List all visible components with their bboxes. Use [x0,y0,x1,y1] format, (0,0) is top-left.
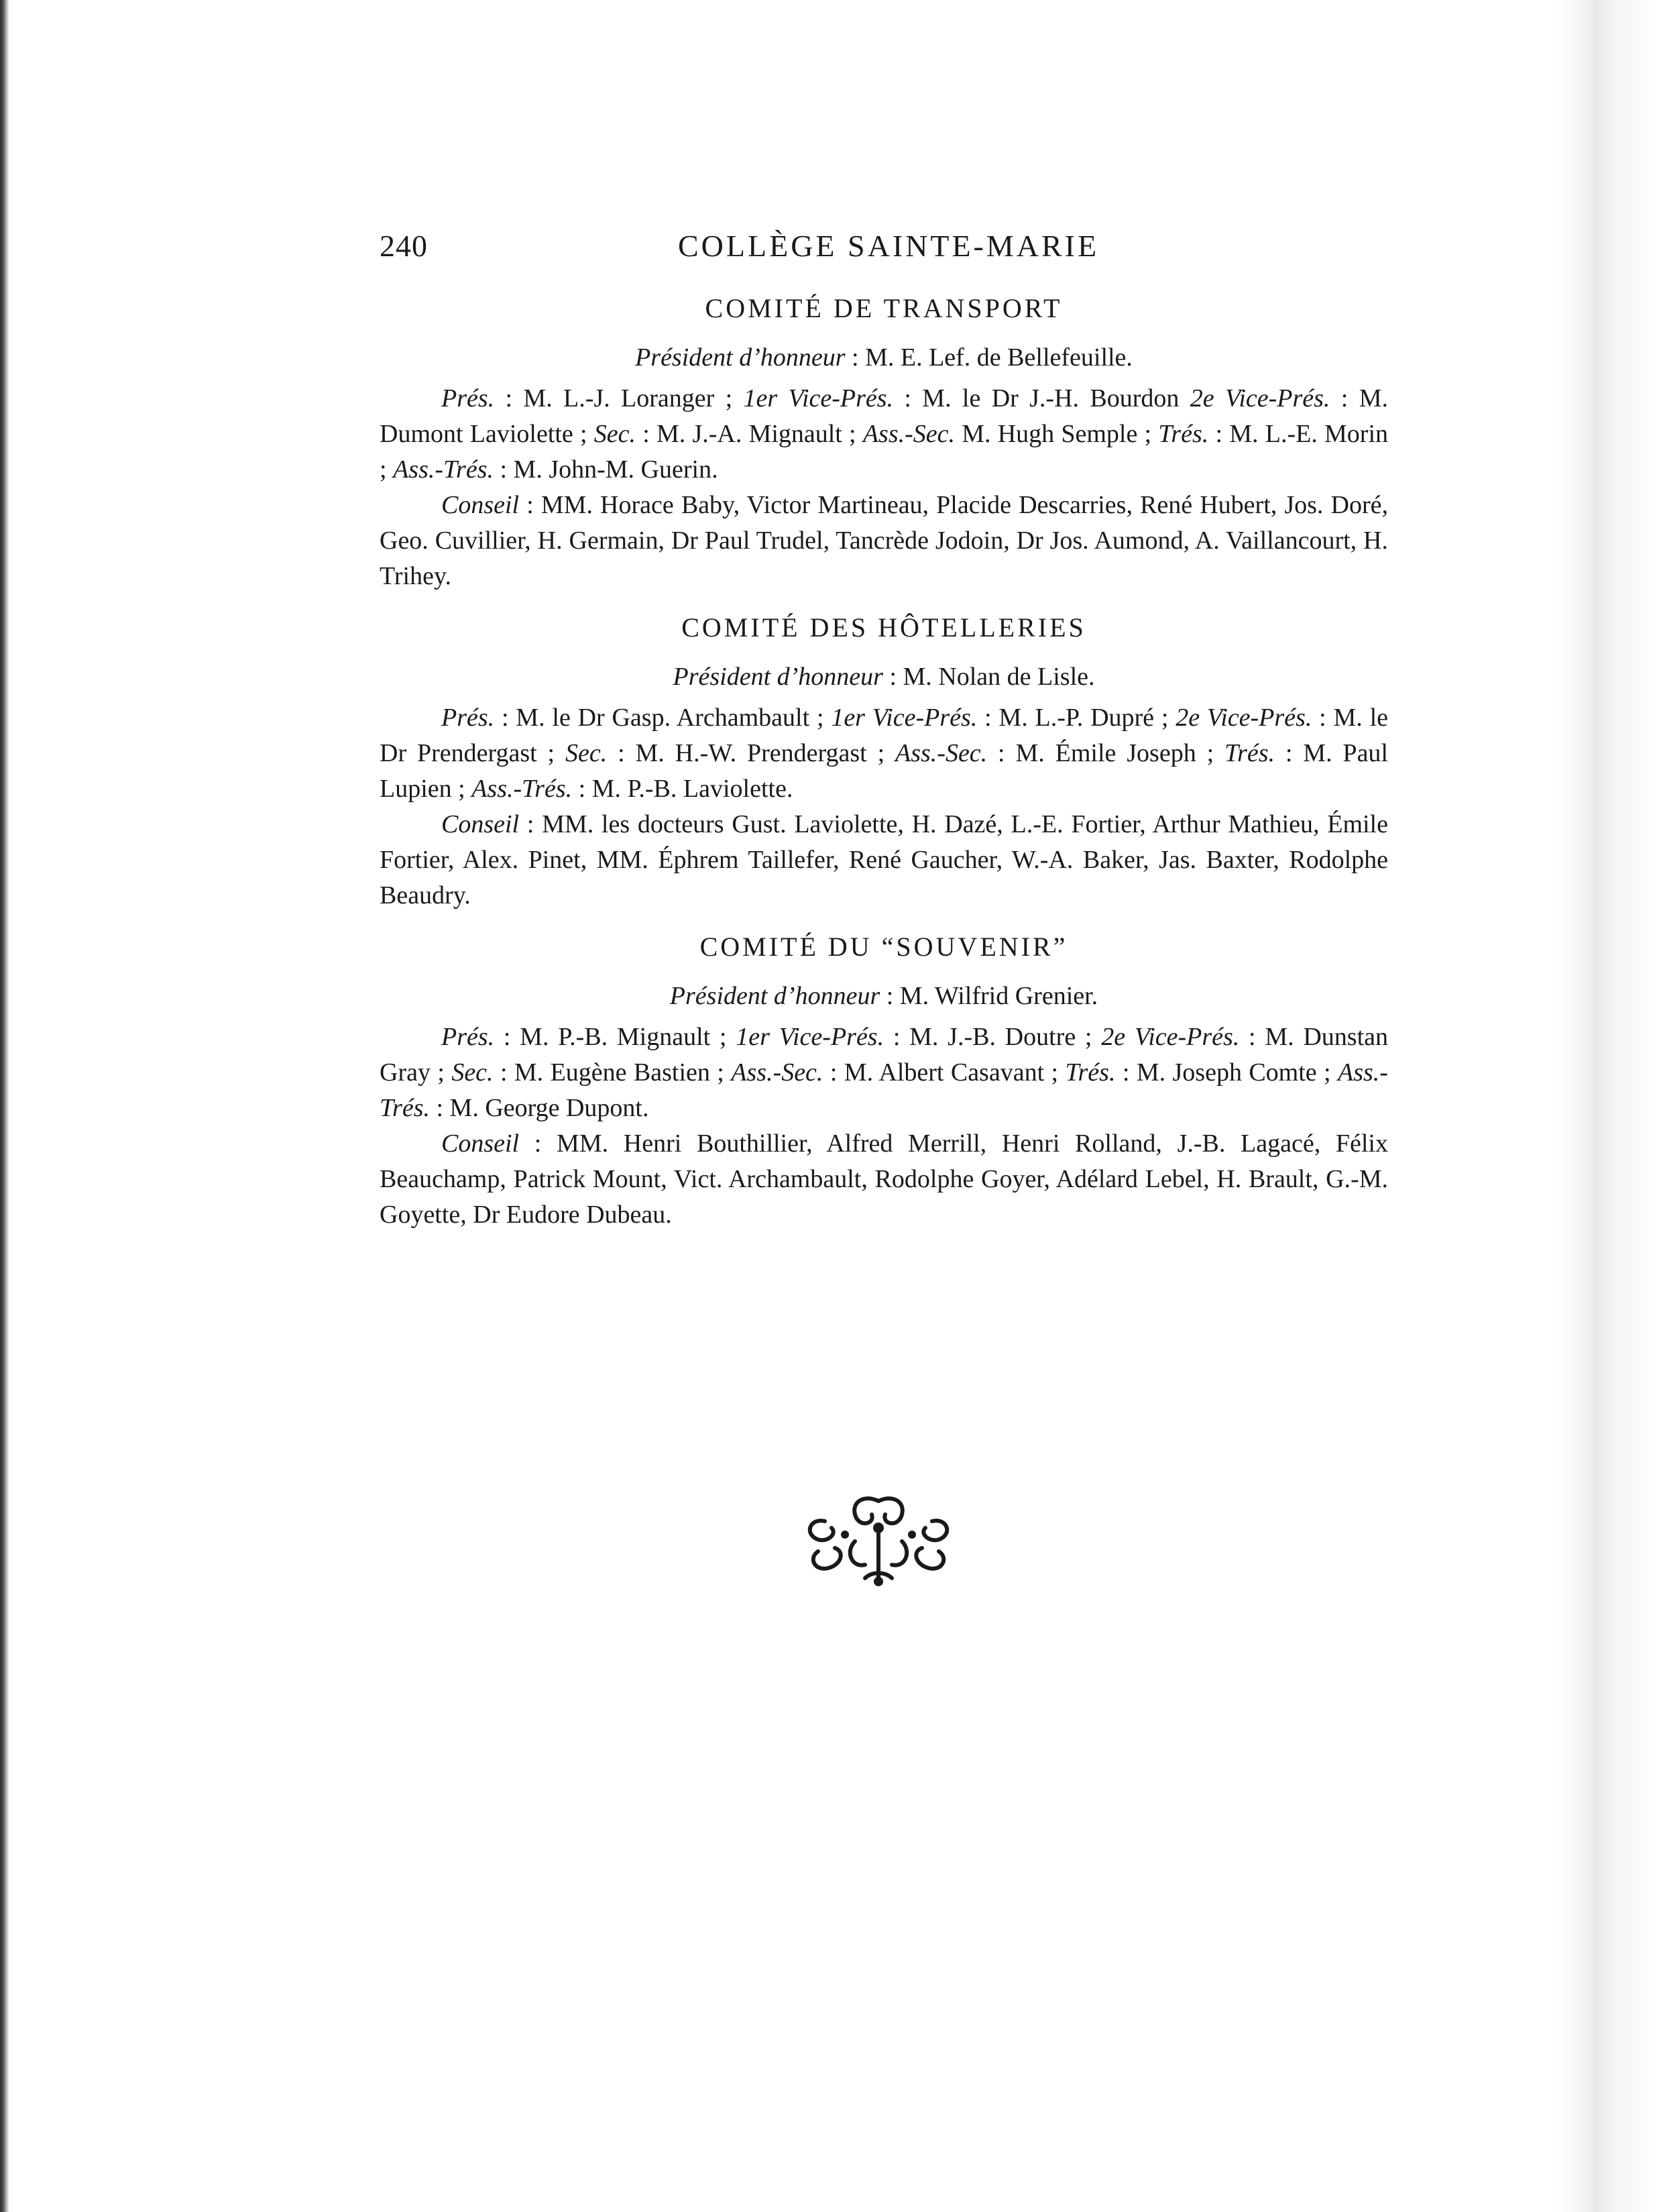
honorary-label: Président d’honneur [635,343,846,372]
officer-value: : M. Dumont Laviolette ; [380,384,1388,448]
officer-value: : M. le Dr J.-H. Bourdon [893,384,1190,412]
officer-value: : M. P.-B. Mignault ; [494,1023,736,1051]
officer-label: Prés. [441,384,495,412]
council-paragraph [380,807,1388,914]
honorary-label: Président d’honneur [669,982,880,1010]
officer-label: Trés. [1224,739,1275,767]
running-title: COLLÈGE SAINTE-MARIE [678,229,1100,263]
officer-value: : M. le Dr Gasp. Archambault ; [494,704,832,732]
officer-label: Ass.-Sec. [862,420,956,448]
section-title: COMITÉ DE TRANSPORT [705,293,1063,323]
officers-paragraph [380,381,1388,488]
honorary-president [380,978,1388,1014]
officer-value: M. Hugh Semple ; [955,420,1159,448]
council-paragraph [380,488,1388,594]
officer-label: 1er Vice-Prés. [831,704,978,732]
officer-label: 2e Vice-Prés. [1101,1023,1240,1051]
officer-value: : M. J.-B. Doutre ; [884,1023,1102,1051]
section-transport [380,290,1388,594]
honorary-president [380,659,1388,695]
officer-label: Sec. [451,1058,494,1087]
officer-label: 2e Vice-Prés. [1176,704,1312,732]
honorary-value: : M. Wilfrid Grenier. [880,982,1098,1010]
council-members: : MM. Horace Baby, Victor Martineau, Placide Descarries, René Hubert, Jos. Doré, Geo. Cuvillier, H. Germain, Dr Paul Trudel, Tancrède Jodoin, Dr Jos. Aumond, A. Vaillancourt, H. Trihey. [380,491,1388,590]
officer-label: 1er Vice-Prés. [743,384,894,412]
officer-value: : M. Albert Casavant ; [823,1058,1066,1087]
officer-value: : M. Dunstan Gray ; [380,1023,1389,1087]
officer-value: : M. Eugène Bastien ; [493,1058,732,1087]
council-label: Conseil [441,1129,520,1158]
officer-label: Ass.-Trés. [393,455,494,484]
officer-label: 2e Vice-Prés. [1190,384,1330,412]
book-page [380,221,1388,1233]
officer-label: Ass.-Trés. [380,1058,1388,1122]
officer-label: Sec. [565,739,608,767]
council-members: : MM. Henri Bouthillier, Alfred Merrill, Henri Rolland, J.-B. Lagacé, Félix Beauchamp, Patrick Mount, Vict. Archambault, Rodolphe Goyer, Adélard Lebel, H. Brault, G.-M. Goyette, Dr Eudore Dubeau. [380,1129,1388,1229]
officer-label: Prés. [441,1023,495,1051]
honorary-value: : M. Nolan de Lisle. [882,663,1095,691]
page-number: 240 [380,229,428,263]
officer-value: : M. P.-B. Laviolette. [572,775,793,803]
officer-value: : M. J.-A. Mignault ; [636,420,863,448]
officer-label: Prés. [441,704,495,732]
officer-value: : M. John-M. Guerin. [493,455,718,484]
honorary-value: : M. E. Lef. de Bellefeuille. [845,343,1133,372]
council-label: Conseil [441,491,520,519]
officers-paragraph [380,1019,1388,1126]
officer-label: Sec. [593,420,636,448]
scan-edge-left [0,0,9,2212]
council-members: : MM. les docteurs Gust. Laviolette, H. Dazé, L.-E. Fortier, Arthur Mathieu, Émile Fortier, Alex. Pinet, MM. Éphrem Taillefer, René Gaucher, W.-A. Baker, Jas. Baxter, Rodolphe Beaudry. [380,810,1388,909]
honorary-president [380,339,1388,376]
officer-value: : M. Émile Joseph ; [987,739,1224,767]
council-label: Conseil [441,810,520,838]
council-paragraph [380,1126,1388,1233]
officer-label: Trés. [1158,420,1209,448]
officer-label: 1er Vice-Prés. [736,1023,884,1051]
officer-label: Ass.-Trés. [471,775,573,803]
officer-value: : M. H.-W. Prendergast ; [607,739,895,767]
floral-ornament-icon [798,1488,959,1588]
running-head [380,221,1388,275]
honorary-label: Président d’honneur [673,663,883,691]
officer-value: : M. le Dr Prendergast ; [380,704,1388,767]
officer-label: Ass.-Sec. [731,1058,823,1087]
section-title: COMITÉ DES HÔTELLERIES [681,612,1086,643]
officer-value: : M. Joseph Comte ; [1115,1058,1338,1087]
officer-value: : M. Paul Lupien ; [380,739,1388,803]
officer-label: Ass.-Sec. [895,739,988,767]
officers-paragraph [380,700,1388,807]
officer-value: : M. L.-J. Loranger ; [494,384,744,412]
officer-value: : M. L.-E. Morin ; [380,420,1389,484]
section-hotelleries [380,609,1388,914]
scan-edge-right [1556,0,1657,2212]
section-title: COMITÉ DU “SOUVENIR” [699,932,1068,962]
section-souvenir [380,928,1388,1233]
officer-value: : M. George Dupont. [429,1094,649,1122]
officer-value: : M. L.-P. Dupré ; [977,704,1176,732]
officer-label: Trés. [1065,1058,1116,1087]
